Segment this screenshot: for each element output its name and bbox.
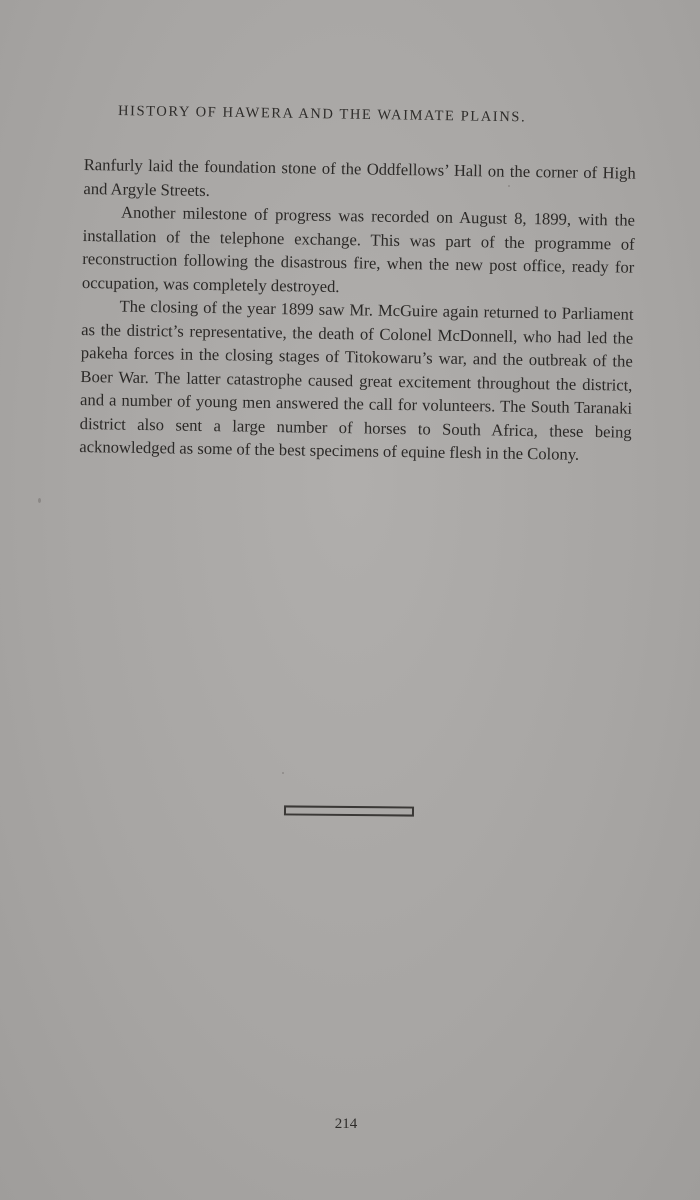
- page-number: 214: [334, 1116, 358, 1132]
- body-text: [79, 153, 636, 467]
- paragraph-telephone-exchange: Another milestone of progress was recorded on August 8, 1899, with the installation of the telephone exchange. This was part of the programme of reconstruction following the disastrous fire, when the new post office, ready for occupation, was completely destroyed.: [81, 202, 636, 296]
- paragraph-continued: Ranfurly laid the foundation stone of the Oddfellows’ Hall on the corner of High and Argyle Streets.: [83, 154, 636, 200]
- section-end-rule: [284, 805, 414, 816]
- paper-speck: [38, 498, 41, 503]
- paper-speck: [282, 772, 284, 774]
- paragraph-year-1899: The closing of the year 1899 saw Mr. McGuire again returned to Parliament as the district’s representative, the death of Colonel McDonnell, who had led the pakeha forces in the closing stages of Titokowaru’s war, and the outbreak of the Boer War. The latter catastrophe caused great excitement throughout the district, and a number of young men answered the call for volunteers. The South Taranaki district also sent a large number of horses to South Africa, these being acknowledged as some of the best specimens of equine flesh in the Colony.: [79, 296, 634, 464]
- paper-speck: [508, 185, 510, 187]
- running-head: HISTORY OF HAWERA AND THE WAIMATE PLAINS.: [117, 103, 527, 126]
